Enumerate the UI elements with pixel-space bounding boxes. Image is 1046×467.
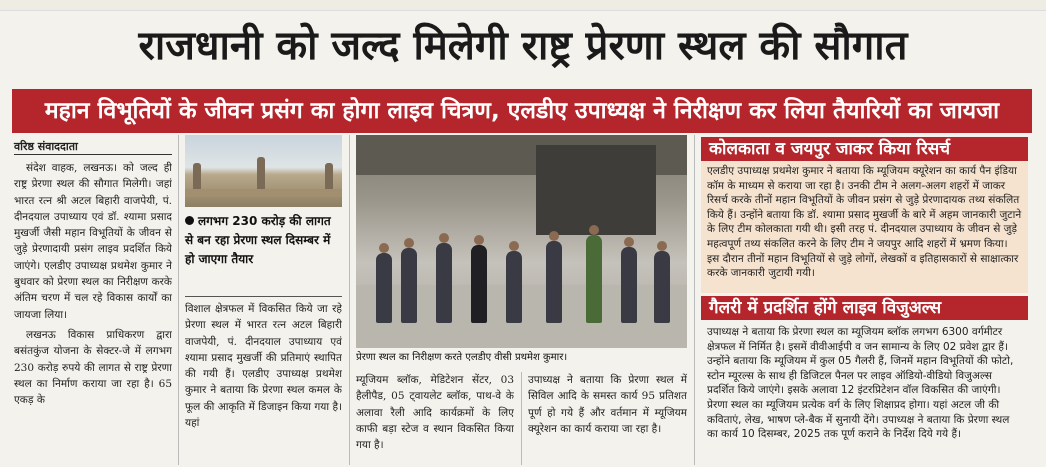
byline-divider bbox=[14, 154, 172, 155]
box-2-body: उपाध्यक्ष ने बताया कि प्रेरणा स्थल का म्यूजियम ब्लॉक लगभग 6300 वर्गमीटर क्षेत्रफल में निर्मित है। इसमें वीवीआईपी व जन सामान्य के लिए 02 प्रवेश द्वार हैं। उन्होंने बताया कि म्यूजियम में कुल 05 गैलरी हैं, जिनमें महान विभूतियों की फोटो, स्टोन म्यूरल्स के साथ ही डिजिटल पैनल पर लाइव ऑडियो-वीडियो विजुअल्स प्रदर्शित किये जाएंगे। इसके अलावा 12 इंटरप्रिटेशन वॉल विकसित की जाएंगी। प्रेरणा स्थल का म्यूजियम प्रत्येक वर्ग के लिए शिक्षाप्रद होगा। यहां अटल जी की कविताएं, लेख, भाषण प्ले-बैक में सुनायी देंगे। उपाध्यक्ष ने बताया कि प्रेरणा स्थल का कार्य 10 दिसम्बर, 2025 तक पूर्ण कराने के निर्देश दिये गये हैं। bbox=[701, 322, 1028, 465]
callout-divider bbox=[185, 296, 342, 297]
callout-text: लगभग 230 करोड़ की लागत से बन रहा प्रेरणा स्थल दिसम्बर में हो जाएगा तैयार bbox=[185, 214, 331, 266]
person-figure bbox=[546, 241, 562, 323]
page-headline: राजधानी को जल्द मिलेगी राष्ट्र प्रेरणा स्थल की सौगात bbox=[138, 23, 908, 69]
statue-figure bbox=[257, 157, 265, 189]
box-2-title: गैलरी में प्रदर्शित होंगे लाइव विजुअल्स bbox=[701, 296, 1028, 320]
inspection-photo bbox=[356, 135, 687, 348]
byline: वरिष्ठ संवाददाता bbox=[14, 140, 78, 153]
previous-article-strip bbox=[0, 0, 1046, 11]
box-1-title: कोलकाता व जयपुर जाकर किया रिसर्च bbox=[701, 137, 1028, 161]
column-divider bbox=[178, 135, 179, 465]
person-figure bbox=[471, 245, 487, 323]
column-divider bbox=[521, 372, 522, 465]
person-figure bbox=[654, 251, 670, 323]
column-1-paragraph-2: लखनऊ विकास प्राधिकरण द्वारा बसंतकुंज योजना के सेक्टर-जे में लगभग 230 करोड़ रुपये की लागत से राष्ट्र प्रेरणा स्थल का निर्माण कराया जा रहा है। 65 एकड़ के bbox=[14, 328, 172, 407]
column-divider bbox=[349, 135, 350, 465]
column-divider bbox=[694, 135, 695, 465]
bullet-icon bbox=[185, 216, 194, 225]
statue-figure bbox=[325, 163, 333, 189]
person-figure bbox=[436, 243, 452, 323]
person-figure bbox=[586, 235, 602, 323]
column-1 bbox=[14, 160, 172, 465]
statue-figure bbox=[193, 163, 201, 189]
person-figure bbox=[376, 253, 392, 323]
column-2-text: विशाल क्षेत्रफल में विकसित किये जा रहे प्रेरणा स्थल में भारत रत्न अटल बिहारी वाजपेयी, पं. दीनदयाल उपाध्याय एवं श्यामा प्रसाद मुखर्जी की प्रतिमाएं स्थापित की गयी हैं। एलडीए उपाध्यक्ष प्रथमेश कुमार ने बताया कि प्रेरणा स्थल कमल के फूल की आकृति में डिजाइन किया गया है। यहां bbox=[185, 303, 342, 430]
photo-caption: प्रेरणा स्थल का निरीक्षण करते एलडीए वीसी प्रथमेश कुमार। bbox=[356, 352, 568, 363]
column-3-text: म्यूजियम ब्लॉक, मेडिटेशन सेंटर, 03 हैलीपैड, 05 ट्वायलेट ब्लॉक, पाथ-वे के अलावा रैली आदि कार्यक्रमों के लिए काफी बड़ा स्टेज व स्थान विकसित किया गया है। bbox=[356, 374, 514, 452]
column-1-paragraph-1: संदेश वाहक, लखनऊ। को जल्द ही राष्ट्र प्रेरणा स्थल की सौगात मिलेगी। जहां भारत रत्न श्री अटल बिहारी वाजपेयी, पं. दीनदयाल उपाध्याय एवं डॉ. श्यामा प्रसाद मुखर्जी जैसी महान विभूतियों के जीवन से जुड़े प्रेरणादायी प्रसंग लाइव प्रदर्शित किये जाएंगे। एलडीए उपाध्यक्ष प्रथमेश कुमार ने बुधवार को प्रेरणा स्थल का निरीक्षण करके अंतिम चरण में चल रहे विकास कार्यों का जायजा लिया। bbox=[14, 162, 172, 321]
person-figure bbox=[621, 247, 637, 323]
person-figure bbox=[506, 251, 522, 323]
person-figure bbox=[401, 248, 417, 323]
highlight-callout bbox=[185, 212, 342, 292]
subheadline-banner: महान विभूतियों के जीवन प्रसंग का होगा लाइव चित्रण, एलडीए उपाध्यक्ष ने निरीक्षण कर लिया तैयारियों का जायजा bbox=[12, 89, 1032, 133]
photo-ground bbox=[185, 189, 342, 197]
memorial-statues-photo bbox=[185, 135, 342, 207]
box-1-body: एलडीए उपाध्यक्ष प्रथमेश कुमार ने बताया कि म्यूजियम क्यूरेशन का कार्य पैन इंडिया कॉम के माध्यम से कराया जा रहा है। उनकी टीम ने अलग-अलग शहरों में जाकर रिसर्च करके तीनों महान विभूतियों के जीवन प्रसंग से जुड़े प्रेरणादायक तथ्य संकलित किये हैं। उन्होंने बताया कि डॉ. श्यामा प्रसाद मुखर्जी के बारे में अहम जानकारी जुटाने के लिए टीम कोलकाता गयी थी। इसी तरह पं. दीनदयाल उपाध्याय के जीवन से जुड़े महत्वपूर्ण तथ्य संकलित करने के लिए टीम ने जयपुर आदि शहरों में भ्रमण किया। इस दौरान तीनों महान विभूतियों से जुड़े लोगों, लेखकों व इतिहासकारों से साक्षात्कार करके जानकारी जुटायी गयी। bbox=[701, 161, 1028, 293]
photo-building bbox=[536, 145, 656, 235]
column-4-text: उपाध्यक्ष ने बताया कि प्रेरणा स्थल में सिविल आदि के समस्त कार्य 95 प्रतिशत पूर्ण हो गये हैं और वर्तमान में म्यूजियम क्यूरेशन का कार्य कराया जा रहा है। bbox=[528, 374, 687, 435]
